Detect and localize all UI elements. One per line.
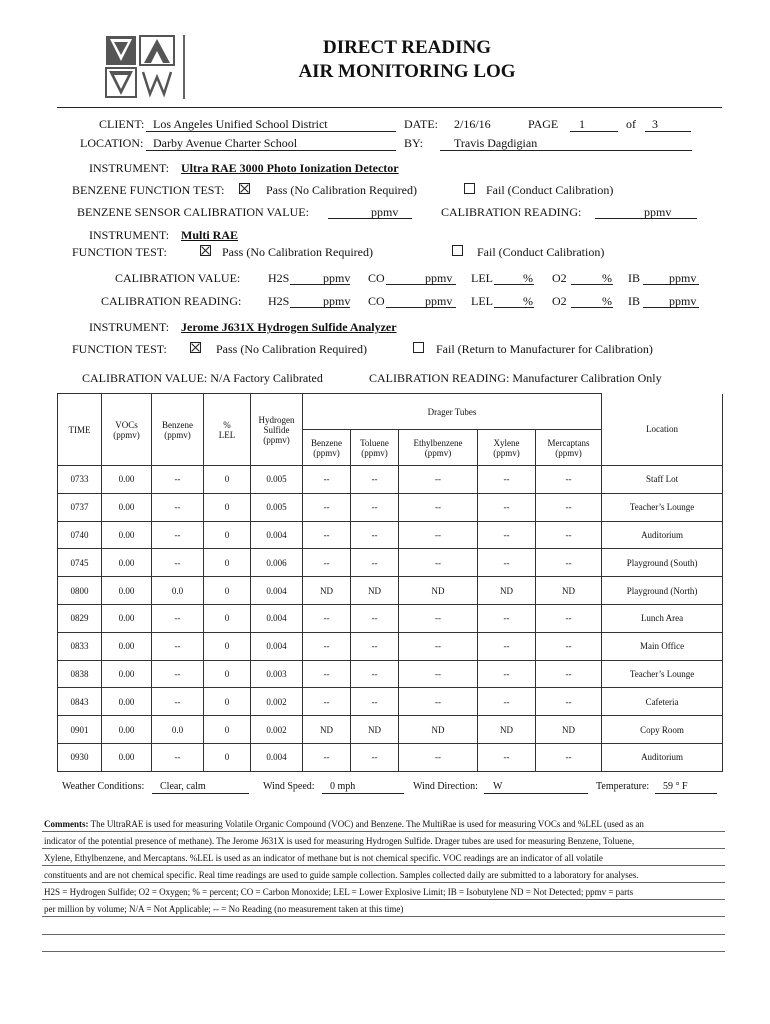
calread-ib-label: IB xyxy=(628,294,640,308)
cell-location: Lunch Area xyxy=(602,604,723,632)
cell-location: Auditorium xyxy=(602,743,723,771)
cell-lel: 0 xyxy=(204,716,251,744)
instrument1-cal-reading-unit: ppmv xyxy=(644,205,672,219)
cell-drager-toluene: -- xyxy=(351,549,399,577)
cell-benzene: 0.0 xyxy=(152,577,204,605)
calval-ib-unit: ppmv xyxy=(669,271,697,285)
calread-co-unit: ppmv xyxy=(425,294,453,308)
table-row xyxy=(58,466,723,494)
cell-location: Teacher’s Lounge xyxy=(602,493,723,521)
instrument3-pass-checkbox[interactable] xyxy=(190,342,201,353)
instrument2-fail-checkbox[interactable] xyxy=(452,245,463,256)
cell-vocs: 0.00 xyxy=(102,493,152,521)
cell-location: Playground (South) xyxy=(602,549,723,577)
cell-drager-xylene: -- xyxy=(478,743,536,771)
cell-location: Staff Lot xyxy=(602,466,723,494)
cell-location: Cafeteria xyxy=(602,688,723,716)
cell-drager-ethylbenzene: -- xyxy=(399,521,478,549)
calread-lel-unit: % xyxy=(523,294,533,308)
calval-co-label: CO xyxy=(368,271,385,285)
date-value: 2/16/16 xyxy=(454,117,491,131)
instrument3-cal-value: CALIBRATION VALUE: N/A Factory Calibrated xyxy=(82,371,323,385)
comments-line6: per million by volume; N/A = Not Applicable; -- = No Reading (no measurement taken at this time) xyxy=(44,904,404,914)
cell-time: 0829 xyxy=(58,604,102,632)
cell-drager-ethylbenzene: ND xyxy=(399,577,478,605)
cell-drager-ethylbenzene: -- xyxy=(399,632,478,660)
cell-location: Teacher’s Lounge xyxy=(602,660,723,688)
temperature-value: 59 ° F xyxy=(663,781,688,792)
cell-drager-ethylbenzene: -- xyxy=(399,743,478,771)
instrument1-name: Ultra RAE 3000 Photo Ionization Detector xyxy=(181,161,399,175)
comments-line2: indicator of the potential presence of methane). The Jerome J631X is used for measuring Hydrogen Sulfide. Drager tubes are used for measuring Benzene, Toluene, xyxy=(44,836,635,846)
cell-benzene: 0.0 xyxy=(152,716,204,744)
cell-h2s: 0.004 xyxy=(251,577,303,605)
instrument2-fail-label: Fail (Conduct Calibration) xyxy=(477,245,605,259)
cell-drager-benzene: ND xyxy=(303,577,351,605)
table-row xyxy=(58,604,723,632)
cell-benzene: -- xyxy=(152,743,204,771)
cell-drager-ethylbenzene: -- xyxy=(399,660,478,688)
cell-benzene: -- xyxy=(152,493,204,521)
table-row xyxy=(58,632,723,660)
page-title-line2: AIR MONITORING LOG xyxy=(298,61,516,82)
cell-drager-benzene: -- xyxy=(303,743,351,771)
comments-line5: H2S = Hydrogen Sulfide; O2 = Oxygen; % = percent; CO = Carbon Monoxide; LEL = Lower Explosive Limit; IB = Isobutylene ND = Not Detected; ppmv = parts xyxy=(44,887,634,897)
instrument3-fail-label: Fail (Return to Manufacturer for Calibration) xyxy=(436,342,653,356)
calval-co-unit: ppmv xyxy=(425,271,453,285)
cell-lel: 0 xyxy=(204,493,251,521)
cell-location: Copy Room xyxy=(602,716,723,744)
cell-drager-benzene: -- xyxy=(303,549,351,577)
cell-drager-xylene: -- xyxy=(478,632,536,660)
cell-vocs: 0.00 xyxy=(102,743,152,771)
cell-benzene: -- xyxy=(152,660,204,688)
instrument3-fail-checkbox[interactable] xyxy=(413,342,424,353)
instrument3-label: INSTRUMENT: xyxy=(89,320,170,334)
instrument3-name: Jerome J631X Hydrogen Sulfide Analyzer xyxy=(181,320,397,334)
col-time-header: TIME xyxy=(58,394,102,466)
cell-drager-ethylbenzene: -- xyxy=(399,604,478,632)
cell-vocs: 0.00 xyxy=(102,660,152,688)
instrument2-cal-value-label: CALIBRATION VALUE: xyxy=(115,271,241,285)
benzene-function-test-label: BENZENE FUNCTION TEST: xyxy=(72,183,225,197)
instrument1-pass-label: Pass (No Calibration Required) xyxy=(266,183,417,197)
cell-drager-toluene: -- xyxy=(351,632,399,660)
instrument1-fail-checkbox[interactable] xyxy=(464,183,475,194)
cell-lel: 0 xyxy=(204,632,251,660)
calread-o2-label: O2 xyxy=(552,294,567,308)
table-row xyxy=(58,688,723,716)
col-lel-header: % LEL xyxy=(204,394,251,466)
wind-speed-label: Wind Speed: xyxy=(263,781,315,792)
cell-drager-xylene: -- xyxy=(478,660,536,688)
cell-benzene: -- xyxy=(152,466,204,494)
cell-time: 0737 xyxy=(58,493,102,521)
col-drager-xylene-header: Xylene (ppmv) xyxy=(478,430,536,466)
client-value: Los Angeles Unified School District xyxy=(153,117,328,131)
cell-benzene: -- xyxy=(152,688,204,716)
col-benzene-header: Benzene (ppmv) xyxy=(152,394,204,466)
cell-drager-mercaptans: -- xyxy=(536,688,602,716)
cell-time: 0838 xyxy=(58,660,102,688)
cell-vocs: 0.00 xyxy=(102,716,152,744)
comments-line1: Comments: The UltraRAE is used for measuring Volatile Organic Compound (VOC) and Benzene. The MultiRae is used for measuring VOCs and %LEL (used as an xyxy=(44,819,644,829)
cell-drager-toluene: -- xyxy=(351,743,399,771)
cell-lel: 0 xyxy=(204,743,251,771)
cell-drager-xylene: -- xyxy=(478,688,536,716)
instrument2-pass-label: Pass (No Calibration Required) xyxy=(222,245,373,259)
calread-ib-unit: ppmv xyxy=(669,294,697,308)
cell-drager-mercaptans: -- xyxy=(536,466,602,494)
calval-lel-label: LEL xyxy=(471,271,493,285)
wind-speed-value: 0 mph xyxy=(330,781,356,792)
cell-h2s: 0.004 xyxy=(251,604,303,632)
cell-drager-ethylbenzene: -- xyxy=(399,493,478,521)
cell-lel: 0 xyxy=(204,688,251,716)
cell-drager-ethylbenzene: ND xyxy=(399,716,478,744)
cell-drager-benzene: -- xyxy=(303,466,351,494)
sensor-cal-unit: ppmv xyxy=(371,205,399,219)
cell-drager-toluene: ND xyxy=(351,577,399,605)
cell-lel: 0 xyxy=(204,521,251,549)
by-label: BY: xyxy=(404,136,423,150)
comments-line3: Xylene, Ethylbenzene, and Mercaptans. %LEL is used as an indicator of methane but is not chemical specific. VOC readings are an indicator of all volatile xyxy=(44,853,603,863)
cell-time: 0833 xyxy=(58,632,102,660)
instrument2-function-test-label: FUNCTION TEST: xyxy=(72,245,167,259)
col-drager-mercaptans-header: Mercaptans (ppmv) xyxy=(536,430,602,466)
cell-drager-xylene: -- xyxy=(478,549,536,577)
table-row xyxy=(58,577,723,605)
wind-direction-label: Wind Direction: xyxy=(413,781,478,792)
readings-table xyxy=(57,393,723,772)
page-label: PAGE xyxy=(528,117,559,131)
cell-benzene: -- xyxy=(152,604,204,632)
cell-h2s: 0.005 xyxy=(251,466,303,494)
cell-drager-toluene: -- xyxy=(351,604,399,632)
calval-o2-label: O2 xyxy=(552,271,567,285)
cell-benzene: -- xyxy=(152,521,204,549)
instrument2-cal-reading-label: CALIBRATION READING: xyxy=(101,294,242,308)
cell-h2s: 0.005 xyxy=(251,493,303,521)
cell-lel: 0 xyxy=(204,577,251,605)
cell-drager-xylene: -- xyxy=(478,521,536,549)
calval-ib-label: IB xyxy=(628,271,640,285)
readings-table-body xyxy=(58,466,723,772)
cell-time: 0800 xyxy=(58,577,102,605)
cell-drager-benzene: ND xyxy=(303,716,351,744)
col-vocs-header: VOCs (ppmv) xyxy=(102,394,152,466)
table-row xyxy=(58,521,723,549)
cell-drager-mercaptans: -- xyxy=(536,743,602,771)
cell-time: 0901 xyxy=(58,716,102,744)
weather-conditions-label: Weather Conditions: xyxy=(62,781,145,792)
cell-time: 0843 xyxy=(58,688,102,716)
cell-drager-toluene: -- xyxy=(351,466,399,494)
calval-lel-unit: % xyxy=(523,271,533,285)
company-logo xyxy=(104,33,188,99)
temperature-label: Temperature: xyxy=(596,781,650,792)
cell-drager-mercaptans: -- xyxy=(536,493,602,521)
of-label: of xyxy=(626,117,636,131)
instrument1-pass-checkbox[interactable] xyxy=(239,183,250,194)
cell-drager-mercaptans: -- xyxy=(536,521,602,549)
cell-drager-toluene: -- xyxy=(351,688,399,716)
cell-drager-mercaptans: -- xyxy=(536,549,602,577)
calread-o2-unit: % xyxy=(602,294,612,308)
calread-h2s-unit: ppmv xyxy=(323,294,351,308)
location-label: LOCATION: xyxy=(80,136,144,150)
cell-drager-benzene: -- xyxy=(303,688,351,716)
calread-lel-label: LEL xyxy=(471,294,493,308)
instrument1-fail-label: Fail (Conduct Calibration) xyxy=(486,183,614,197)
instrument2-pass-checkbox[interactable] xyxy=(200,245,211,256)
cell-drager-toluene: -- xyxy=(351,660,399,688)
cell-vocs: 0.00 xyxy=(102,549,152,577)
cell-drager-mercaptans: -- xyxy=(536,660,602,688)
cell-drager-benzene: -- xyxy=(303,660,351,688)
cell-time: 0740 xyxy=(58,521,102,549)
cell-benzene: -- xyxy=(152,549,204,577)
cell-h2s: 0.002 xyxy=(251,688,303,716)
cell-location: Playground (North) xyxy=(602,577,723,605)
cell-drager-benzene: -- xyxy=(303,632,351,660)
page-title-line1: DIRECT READING xyxy=(322,37,492,58)
cell-h2s: 0.004 xyxy=(251,743,303,771)
cell-drager-mercaptans: -- xyxy=(536,604,602,632)
page-number: 1 xyxy=(579,117,585,131)
client-label: CLIENT: xyxy=(99,117,145,131)
cell-drager-xylene: ND xyxy=(478,577,536,605)
cell-drager-mercaptans: ND xyxy=(536,716,602,744)
instrument2-name: Multi RAE xyxy=(181,228,238,242)
cell-drager-mercaptans: ND xyxy=(536,577,602,605)
drager-tubes-header: Drager Tubes xyxy=(303,394,602,430)
cell-location: Main Office xyxy=(602,632,723,660)
table-row xyxy=(58,743,723,771)
cell-drager-benzene: -- xyxy=(303,493,351,521)
cell-lel: 0 xyxy=(204,660,251,688)
col-drager-ethylbenzene-header: Ethylbenzene (ppmv) xyxy=(399,430,478,466)
table-row xyxy=(58,493,723,521)
cell-time: 0745 xyxy=(58,549,102,577)
table-row xyxy=(58,660,723,688)
cell-h2s: 0.006 xyxy=(251,549,303,577)
page-total: 3 xyxy=(652,117,658,131)
calread-co-label: CO xyxy=(368,294,385,308)
instrument1-label: INSTRUMENT: xyxy=(89,161,170,175)
by-value: Travis Dagdigian xyxy=(454,136,538,150)
cell-drager-xylene: ND xyxy=(478,716,536,744)
cell-drager-ethylbenzene: -- xyxy=(399,688,478,716)
cell-lel: 0 xyxy=(204,604,251,632)
calread-h2s-label: H2S xyxy=(268,294,290,308)
cell-time: 0733 xyxy=(58,466,102,494)
cell-vocs: 0.00 xyxy=(102,521,152,549)
cell-vocs: 0.00 xyxy=(102,466,152,494)
cell-lel: 0 xyxy=(204,549,251,577)
cell-drager-xylene: -- xyxy=(478,466,536,494)
calval-h2s-unit: ppmv xyxy=(323,271,351,285)
col-drager-benzene-header: Benzene (ppmv) xyxy=(303,430,351,466)
location-value: Darby Avenue Charter School xyxy=(153,136,298,150)
col-drager-toluene-header: Toluene (ppmv) xyxy=(351,430,399,466)
instrument1-cal-reading-label: CALIBRATION READING: xyxy=(441,205,582,219)
cell-drager-ethylbenzene: -- xyxy=(399,466,478,494)
cell-drager-toluene: ND xyxy=(351,716,399,744)
instrument2-label: INSTRUMENT: xyxy=(89,228,170,242)
calval-h2s-label: H2S xyxy=(268,271,290,285)
cell-vocs: 0.00 xyxy=(102,604,152,632)
calval-o2-unit: % xyxy=(602,271,612,285)
cell-h2s: 0.004 xyxy=(251,632,303,660)
cell-drager-xylene: -- xyxy=(478,493,536,521)
cell-drager-toluene: -- xyxy=(351,493,399,521)
table-row xyxy=(58,549,723,577)
cell-lel: 0 xyxy=(204,466,251,494)
cell-location: Auditorium xyxy=(602,521,723,549)
cell-vocs: 0.00 xyxy=(102,688,152,716)
instrument3-pass-label: Pass (No Calibration Required) xyxy=(216,342,367,356)
sensor-cal-label: BENZENE SENSOR CALIBRATION VALUE: xyxy=(77,205,309,219)
cell-time: 0930 xyxy=(58,743,102,771)
wind-direction-value: W xyxy=(493,781,503,792)
table-row xyxy=(58,716,723,744)
readings-table-wrap xyxy=(57,393,722,769)
cell-drager-ethylbenzene: -- xyxy=(399,549,478,577)
cell-drager-xylene: -- xyxy=(478,604,536,632)
cell-benzene: -- xyxy=(152,632,204,660)
instrument3-cal-reading: CALIBRATION READING: Manufacturer Calibration Only xyxy=(369,371,662,385)
col-h2s-header: Hydrogen Sulfide (ppmv) xyxy=(251,394,303,466)
cell-drager-mercaptans: -- xyxy=(536,632,602,660)
col-location-header: Location xyxy=(602,394,723,466)
cell-drager-benzene: -- xyxy=(303,604,351,632)
cell-drager-benzene: -- xyxy=(303,521,351,549)
cell-vocs: 0.00 xyxy=(102,632,152,660)
cell-h2s: 0.004 xyxy=(251,521,303,549)
cell-h2s: 0.002 xyxy=(251,716,303,744)
cell-drager-toluene: -- xyxy=(351,521,399,549)
cell-h2s: 0.003 xyxy=(251,660,303,688)
cell-vocs: 0.00 xyxy=(102,577,152,605)
instrument3-function-test-label: FUNCTION TEST: xyxy=(72,342,167,356)
date-label: DATE: xyxy=(404,117,438,131)
weather-conditions-value: Clear, calm xyxy=(160,781,206,792)
comments-line4: constituents and are not chemical specific. Real time readings are used to guide sample collection. Samples collected daily are submitted to a laboratory for analyses. xyxy=(44,870,639,880)
